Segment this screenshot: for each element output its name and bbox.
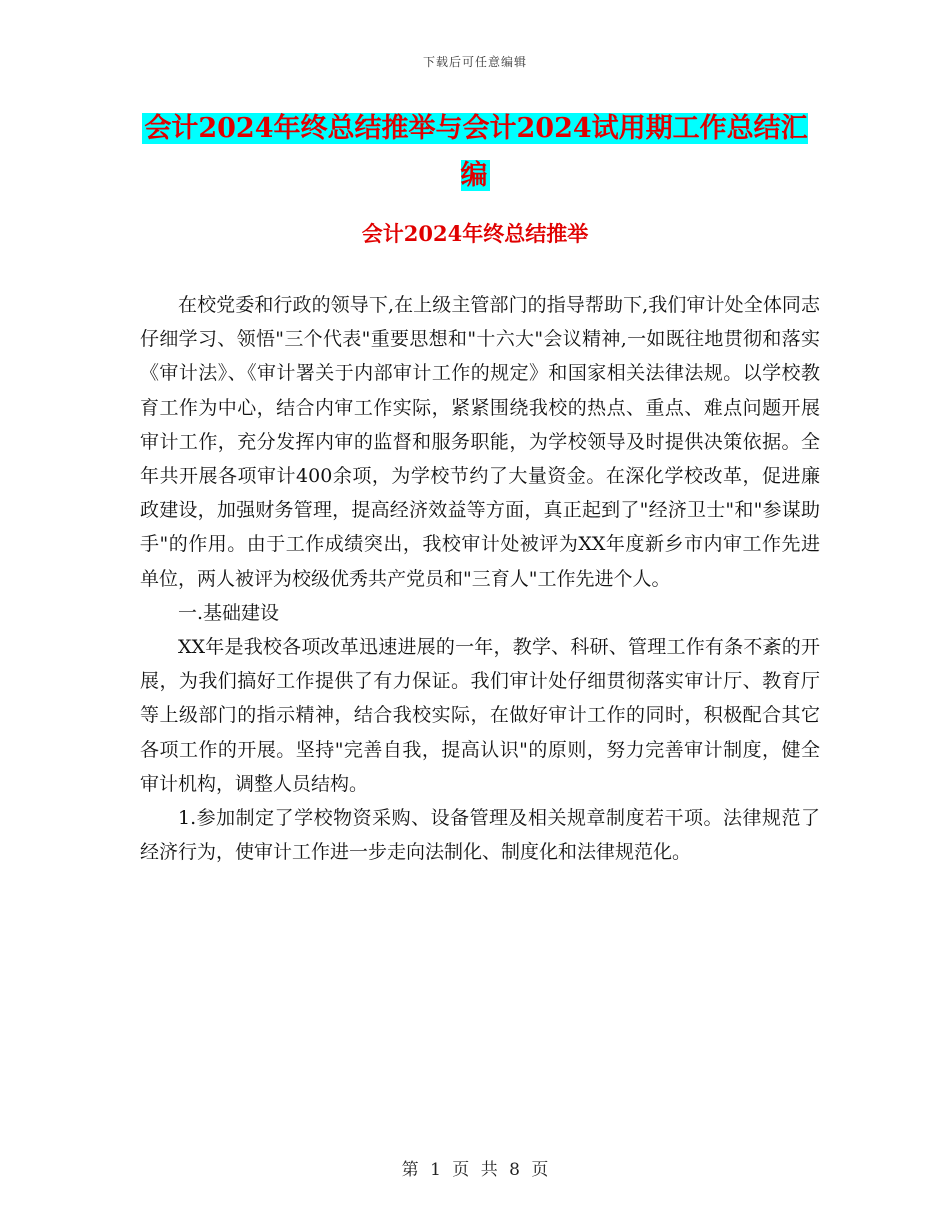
document-body (140, 288, 820, 869)
header-note: 下载后可任意编辑 (422, 55, 527, 69)
document-title (140, 105, 810, 199)
paragraph-intro: 在校党委和行政的领导下,在上级主管部门的指导帮助下,我们审计处全体同志仔细学习、领悟"三个代表"重要思想和"十六大"会议精神,一如既往地贯彻和落实《审计法》、《审计署关于内部审计工作的规定》和国家相关法律法规。以学校教育工作为中心，结合内审工作实际，紧紧围绕我校的热点、重点、难点问题开展审计工作，充分发挥内审的监督和服务职能，为学校领导及时提供决策依据。全年共开展各项审计400余项，为学校节约了大量资金。在深化学校改革，促进廉政建设，加强财务管理，提高经济效益等方面，真正起到了"经济卫士"和"参谋助手"的作用。由于工作成绩突出，我校审计处被评为XX年度新乡市内审工作先进单位，两人被评为校级优秀共产党员和"三育人"工作先进个人。 (140, 294, 820, 590)
paragraph-overview: XX年是我校各项改革迅速进展的一年，教学、科研、管理工作有条不紊的开展，为我们搞好工作提供了有力保证。我们审计处仔细贯彻落实审计厅、教育厅等上级部门的指示精神，结合我校实际，在做好审计工作的同时，积极配合其它各项工作的开展。坚持"完善自我，提高认识"的原则，努力完善审计制度，健全审计机构，调整人员结构。 (140, 636, 820, 795)
section-title: 会计2024年终总结推举 (361, 221, 589, 246)
document-title-text: 会计2024年终总结推举与会计2024试用期工作总结汇编 (144, 113, 808, 191)
paragraph-heading-basic-construction: 一.基础建设 (178, 601, 280, 624)
paragraph-item-1: 1.参加制定了学校物资采购、设备管理及相关规章制度若干项。法律规范了经济行为，使审计工作进一步走向法制化、制度化和法律规范化。 (140, 807, 820, 864)
page-footer: 第 1 页 共 8 页 (401, 1160, 549, 1180)
